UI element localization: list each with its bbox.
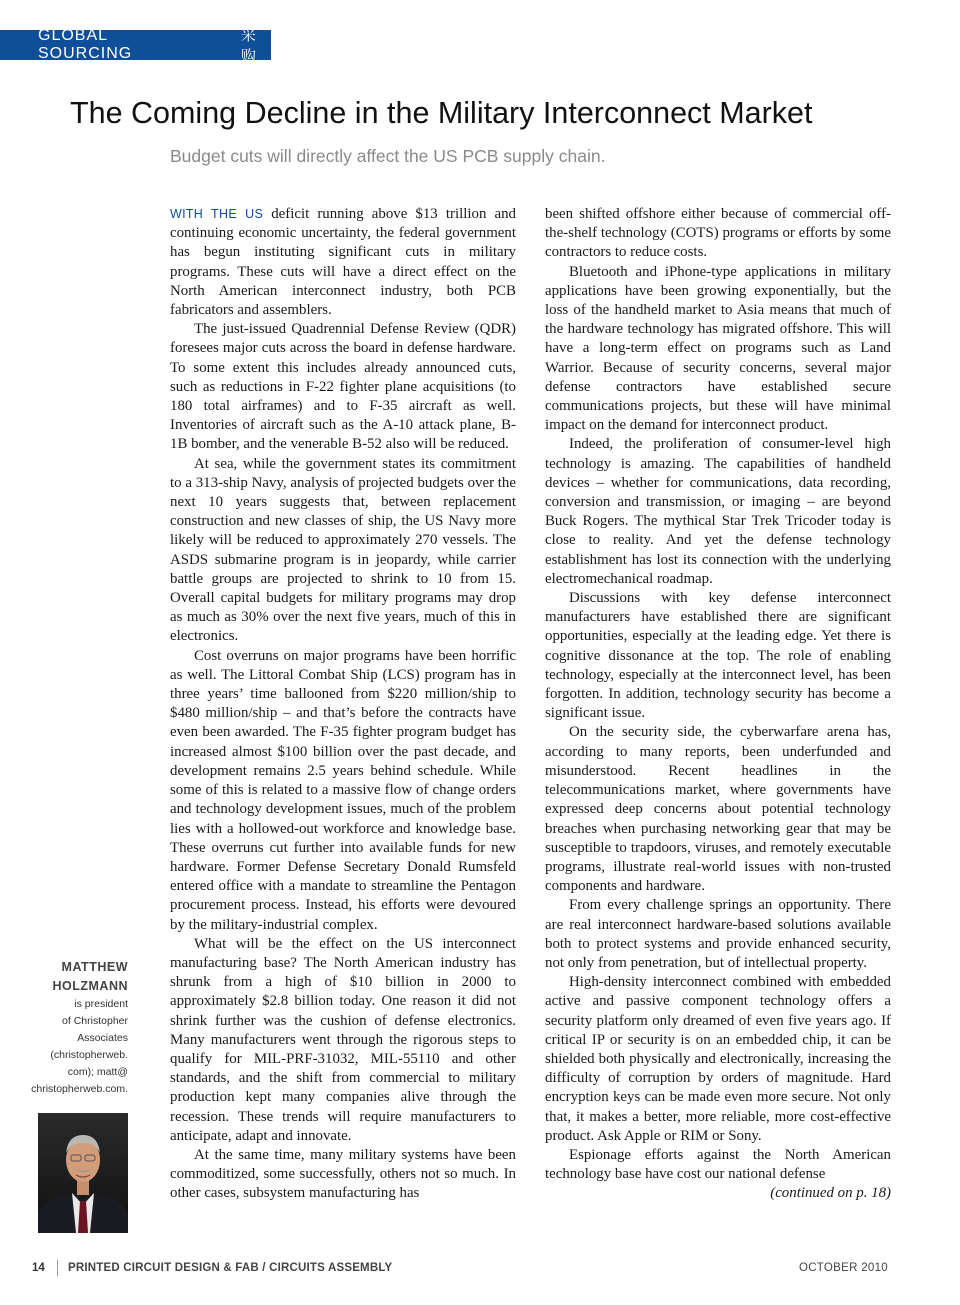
author-name-first: MATTHEW <box>61 960 128 974</box>
article-column-1 <box>170 205 516 1245</box>
paragraph: On the security side, the cyberwarfare arena has, according to many reports, been underfunded and misunderstood. Recent headlines in the telecommunications market, where governments have expressed deep concerns about potential technology breaches when purchasing networking gear that may be susceptible to trapdoors, viruses, and remotely executable programs, illustrate real-world issues with non-trusted components and hardware. <box>545 724 891 895</box>
paragraph-text: deficit running above $13 trillion and continuing economic uncertainty, the federal government has begun instituting significant cuts in military programs. These cuts will have a direct effect on the North American interconnect industry, both PCB fabricators and assemblers. <box>170 206 516 319</box>
footer-divider <box>57 1260 58 1276</box>
section-label: GLOBAL SOURCING <box>38 27 133 62</box>
paragraph: From every challenge springs an opportunity. There are real interconnect hardware-based solutions available both to protect systems and provide enhanced security, not only from penetration, but of intellectual property. <box>545 897 891 971</box>
paragraph: Discussions with key defense interconnect manufacturers have established there are significant opportunities, especially at the leading edge. Yet there is cognitive dissonance at the top. The role of enabling technology, especially at the interconnect level, has been forgotten. In addition, technology security has become a significant issue. <box>545 590 891 722</box>
section-label-chinese: 采购 <box>240 26 257 65</box>
page-number: 14 <box>32 1262 45 1274</box>
article-column-2 <box>545 205 891 1245</box>
issue-date: OCTOBER 2010 <box>798 1262 888 1274</box>
author-name-last: HOLZMANN <box>52 979 128 993</box>
page-footer <box>0 1262 960 1280</box>
author-bio-line: is president <box>74 998 128 1010</box>
paragraph: High-density interconnect combined with embedded active and passive component technology offers a security platform only dreamed of even five years ago. If critical IP or security is on an embedded chip, it can be shielded both physically and electronically, increasing the difficulty of corruption by orders of magnitude. Hard encryption keys can be made even more secure. Not only that, it makes a better, more reliable, more cost-effective product. Ask Apple or RIM or Sony. <box>545 974 891 1144</box>
article-subtitle: Budget cuts will directly affect the US PCB supply chain. <box>170 146 606 166</box>
author-photo <box>38 1113 128 1233</box>
paragraph: At sea, while the government states its commitment to a 313-ship Navy, analysis of projected budgets over the next 10 years suggests that, between replacement construction and new classes of ship, the US Navy more likely will be reduced to approximately 270 vessels. The ASDS submarine program is in jeopardy, while carrier battle groups are projected to shrink to 10 from 15. Overall capital budgets for military programs may drop as much as 30% over the next five years, much of this in electronics. <box>170 455 516 645</box>
paragraph: At the same time, many military systems have been commoditized, some successfully, others not so much. In other cases, subsystem manufacturing has <box>170 1146 516 1202</box>
publication-name: PRINTED CIRCUIT DESIGN & FAB / CIRCUITS ASSEMBLY <box>68 1262 393 1274</box>
author-bio-line: Associates <box>77 1032 128 1044</box>
paragraph: What will be the effect on the US interconnect manufacturing base? The North American industry has shrunk from a high of $10 billion in 2000 to approximately $2.8 billion today. One reason it did not shrink further was the cushion of defense electronics. Many manufacturers went through the rigorous steps to qualify for MIL-PRF-31032, MIL-55110 and other standards, and the shift from commercial to military production kept many companies alive through the recession. These trends will require manufacturers to anticipate, adapt and innovate. <box>170 935 516 1144</box>
paragraph <box>170 205 516 320</box>
lead-in: WITH THE US <box>170 207 264 221</box>
author-bio-line: christopherweb.com. <box>31 1083 128 1095</box>
paragraph: Bluetooth and iPhone-type applications in military applications have been growing exponentially, but the loss of the handheld market to Asia means that much of the hardware technology has migrated offshore. This will have a long-term effect on programs such as Land Warrior. Because of security concerns, several major defense contractors have established secure communications projects, but these will have minimal impact on the demand for interconnect product. <box>545 263 891 434</box>
continued-note: (continued on p. 18) <box>770 1185 891 1202</box>
paragraph: been shifted offshore either because of commercial off-the-shelf technology (COTS) programs or efforts by some contractors to reduce costs. <box>545 206 891 261</box>
paragraph: Espionage efforts against the North American technology base have cost our national defense <box>545 1146 891 1183</box>
section-tag <box>0 26 271 65</box>
author-bio-line: com); matt@ <box>67 1066 128 1078</box>
paragraph: The just-issued Quadrennial Defense Review (QDR) foresees major cuts across the board in defense hardware. To some extent this includes already announced cuts, such as reductions in F-22 fighter plane acquisitions (to 180 total airframes) and to F-35 aircraft as well. Inventories of aircraft such as the A-10 attack plane, B-1B bomber, and the venerable B-52 also will be reduced. <box>170 321 516 453</box>
author-bio-line: (christopherweb. <box>50 1049 128 1061</box>
paragraph: Indeed, the proliferation of consumer-level high technology is amazing. The capabilities of handheld devices – whether for communications, data recording, conversion and transmission, or imaging – are beyond Buck Rogers. The mythical Star Trek Tricoder today is close to reality. And yet the defense technology establishment has lost its connection with the underlying electromechanical roadmap. <box>545 436 891 587</box>
author-bio-line: of Christopher <box>62 1015 128 1027</box>
author-bio <box>30 958 128 1098</box>
article-title: The Coming Decline in the Military Interconnect Market <box>70 96 813 130</box>
paragraph: Cost overruns on major programs have been horrific as well. The Littoral Combat Ship (LCS) program has in three years’ time ballooned from $220 million/ship to $480 million/ship – and that’s before the contracts have even been awarded. The F-35 fighter program budget has increased almost $100 billion over the past decade, and development remains 2.5 years behind schedule. While some of this is related to a massive flow of change orders and technology development issues, much of the problem lies with a hollowed-out workforce and knowledge base. These overruns cut further into available funds for new hardware. Former Defense Secretary Donald Rumsfeld entered office with a mandate to streamline the Pentagon procurement process. Instead, his efforts were devoured by the military-industrial complex. <box>170 647 516 933</box>
